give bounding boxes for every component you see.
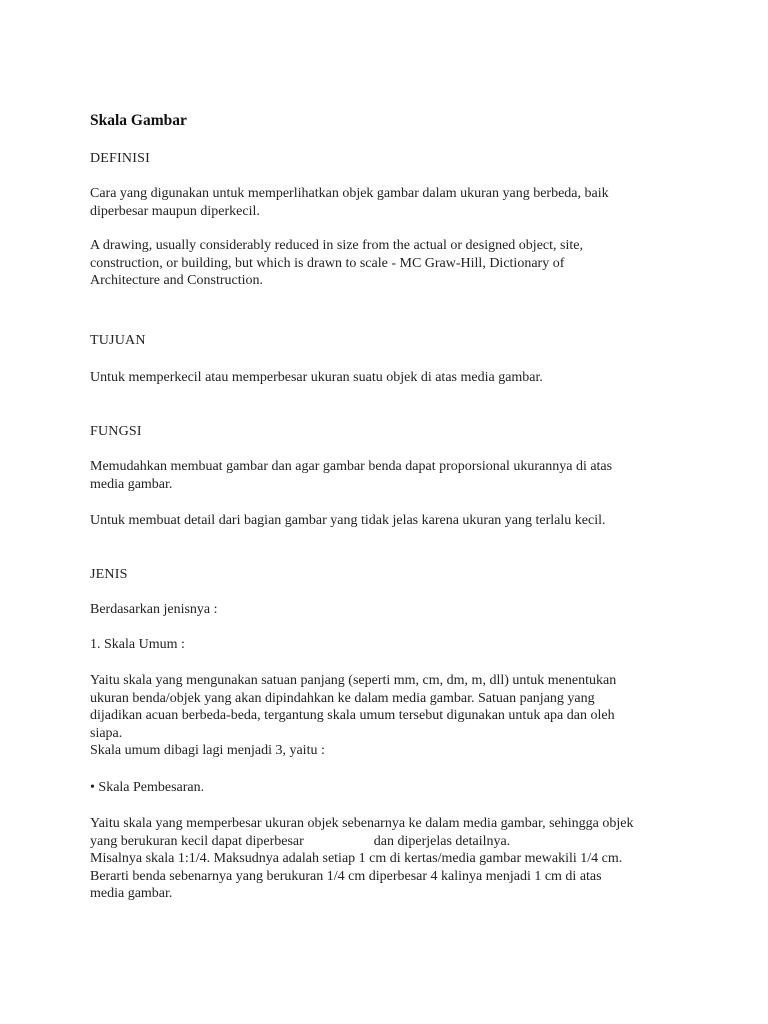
paragraph-tujuan: Untuk memperkecil atau memperbesar ukuran suatu objek di atas media gambar. [90, 370, 543, 385]
paragraph-skala-umum [90, 672, 690, 760]
text-line: media gambar. [90, 476, 173, 492]
text-line: dijadikan acuan berbeda-beda, tergantung skala umum tersebut digunakan untuk apa dan oleh [90, 708, 615, 723]
paragraph-definisi-english [90, 237, 690, 290]
section-heading-tujuan: TUJUAN [90, 333, 146, 348]
text-line: Memudahkan membuat gambar dan agar gambar benda dapat proporsional ukurannya di atas [90, 459, 613, 474]
paragraph-skala-pembesaran [90, 815, 690, 903]
text-line: Yaitu skala yang mengunakan satuan panjang (seperti mm, cm, dm, m, dll) untuk menentukan [90, 673, 617, 688]
bullet-skala-pembesaran: • Skala Pembesaran. [90, 780, 205, 795]
text-line: Architecture and Construction. [90, 273, 264, 288]
text-line: Yaitu skala yang memperbesar ukuran objek sebenarnya ke dalam media gambar, sehingga objek [90, 816, 634, 831]
text-line: Cara yang digunakan untuk memperlihatkan objek gambar dalam ukuran yang berbeda, baik [90, 186, 609, 201]
text-line: Berarti benda sebenarnya yang berukuran 1/4 cm diperbesar 4 kalinya menjadi 1 cm di atas [90, 868, 602, 884]
text-line: yang berukuran kecil dapat diperbesar [90, 833, 304, 849]
text-line: dan diperjelas detailnya. [373, 833, 511, 849]
paragraph-fungsi-2: Untuk membuat detail dari bagian gambar yang tidak jelas karena ukuran yang terlalu kecil. [90, 513, 606, 528]
text-line: ukuran benda/objek yang akan dipindahkan ke dalam media gambar. Satuan panjang yang [90, 690, 595, 706]
paragraph-jenis-intro: Berdasarkan jenisnya : [90, 602, 218, 617]
text-line: Misalnya skala 1:1/4. Maksudnya adalah setiap 1 cm di kertas/media gambar mewakili 1/4 cm. [90, 851, 623, 866]
section-heading-fungsi: FUNGSI [90, 424, 142, 439]
text-line: media gambar. [90, 886, 173, 901]
text-line: diperbesar maupun diperkecil. [90, 203, 260, 219]
text-line: Skala umum dibagi lagi menjadi 3, yaitu : [90, 743, 325, 758]
list-item-skala-umum-title: 1. Skala Umum : [90, 637, 185, 652]
text-line: siapa. [90, 725, 123, 741]
text-line: construction, or building, but which is drawn to scale - MC Graw-Hill, Dictionary of [90, 255, 565, 271]
section-heading-definisi: DEFINISI [90, 151, 150, 166]
paragraph-fungsi-1 [90, 458, 690, 493]
page-title: Skala Gambar [90, 112, 187, 129]
paragraph-definisi-indonesian [90, 185, 690, 220]
section-heading-jenis: JENIS [90, 567, 128, 582]
text-line: A drawing, usually considerably reduced in size from the actual or designed object, site, [90, 238, 583, 253]
